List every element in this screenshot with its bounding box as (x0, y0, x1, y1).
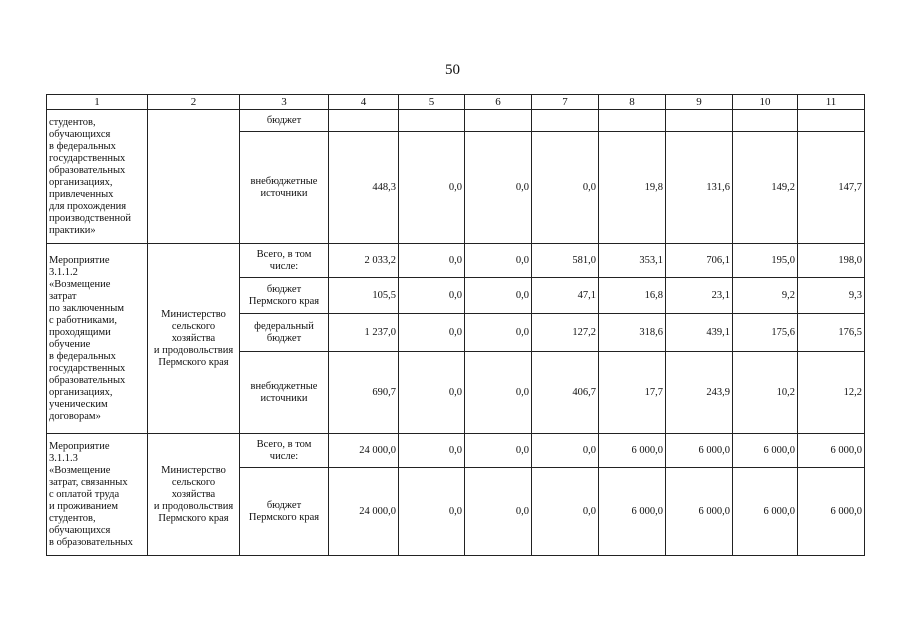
value-cell: 47,1 (532, 278, 599, 314)
executor-cell: Министерство сельского хозяйства и продовольствия Пермского края (148, 244, 240, 434)
value-cell: 0,0 (465, 278, 532, 314)
value-cell: 0,0 (399, 132, 465, 244)
value-cell: 318,6 (599, 314, 666, 352)
value-cell: 706,1 (666, 244, 733, 278)
funding-source: внебюджетные источники (240, 352, 329, 434)
value-cell: 6 000,0 (599, 434, 666, 468)
column-header: 6 (465, 95, 532, 110)
activity-description: студентов, обучающихся в федеральных государственных образовательных организациях, привлеченных для прохождения производственной практики» (47, 110, 148, 244)
value-cell: 690,7 (329, 352, 399, 434)
value-cell: 406,7 (532, 352, 599, 434)
value-cell: 2 033,2 (329, 244, 399, 278)
value-cell: 0,0 (399, 314, 465, 352)
program-funding-table (46, 94, 865, 556)
table-row (47, 434, 865, 468)
column-header: 11 (798, 95, 865, 110)
value-cell: 353,1 (599, 244, 666, 278)
value-cell: 16,8 (599, 278, 666, 314)
value-cell: 0,0 (465, 314, 532, 352)
funding-source: Всего, в том числе: (240, 244, 329, 278)
funding-source: бюджет Пермского края (240, 468, 329, 556)
value-cell: 0,0 (399, 244, 465, 278)
value-cell: 19,8 (599, 132, 666, 244)
column-number-row (47, 95, 865, 110)
value-cell: 439,1 (666, 314, 733, 352)
activity-description: Мероприятие 3.1.1.3 «Возмещение затрат, связанных с оплатой труда и проживанием студентов, обучающихся в образовательных (47, 434, 148, 556)
value-cell: 6 000,0 (666, 434, 733, 468)
table-row (47, 110, 865, 132)
value-cell: 176,5 (798, 314, 865, 352)
value-cell: 127,2 (532, 314, 599, 352)
column-header: 3 (240, 95, 329, 110)
column-header: 8 (599, 95, 666, 110)
value-cell: 198,0 (798, 244, 865, 278)
value-cell: 6 000,0 (599, 468, 666, 556)
value-cell: 175,6 (733, 314, 798, 352)
funding-source: федеральный бюджет (240, 314, 329, 352)
value-cell: 0,0 (465, 132, 532, 244)
value-cell (666, 110, 733, 132)
value-cell: 1 237,0 (329, 314, 399, 352)
value-cell: 0,0 (399, 278, 465, 314)
value-cell: 6 000,0 (733, 468, 798, 556)
column-header: 10 (733, 95, 798, 110)
value-cell (733, 110, 798, 132)
executor-cell: Министерство сельского хозяйства и продовольствия Пермского края (148, 434, 240, 556)
value-cell: 24 000,0 (329, 468, 399, 556)
value-cell: 6 000,0 (733, 434, 798, 468)
table-row (47, 244, 865, 278)
value-cell: 131,6 (666, 132, 733, 244)
value-cell: 243,9 (666, 352, 733, 434)
value-cell (399, 110, 465, 132)
value-cell: 0,0 (465, 468, 532, 556)
value-cell: 448,3 (329, 132, 399, 244)
value-cell: 9,3 (798, 278, 865, 314)
value-cell: 0,0 (465, 434, 532, 468)
funding-source: бюджет Пермского края (240, 278, 329, 314)
page-number: 50 (445, 62, 460, 78)
value-cell: 147,7 (798, 132, 865, 244)
value-cell: 6 000,0 (666, 468, 733, 556)
value-cell: 0,0 (399, 434, 465, 468)
value-cell: 0,0 (532, 132, 599, 244)
value-cell (599, 110, 666, 132)
value-cell: 9,2 (733, 278, 798, 314)
value-cell: 0,0 (532, 434, 599, 468)
column-header: 2 (148, 95, 240, 110)
value-cell: 6 000,0 (798, 434, 865, 468)
value-cell: 0,0 (399, 352, 465, 434)
value-cell: 24 000,0 (329, 434, 399, 468)
value-cell: 10,2 (733, 352, 798, 434)
column-header: 1 (47, 95, 148, 110)
funding-source: бюджет (240, 110, 329, 132)
value-cell: 17,7 (599, 352, 666, 434)
value-cell (465, 110, 532, 132)
value-cell (329, 110, 399, 132)
value-cell: 6 000,0 (798, 468, 865, 556)
column-header: 9 (666, 95, 733, 110)
funding-source: внебюджетные источники (240, 132, 329, 244)
value-cell (798, 110, 865, 132)
value-cell: 195,0 (733, 244, 798, 278)
column-header: 7 (532, 95, 599, 110)
funding-source: Всего, в том числе: (240, 434, 329, 468)
column-header: 4 (329, 95, 399, 110)
value-cell: 23,1 (666, 278, 733, 314)
value-cell: 149,2 (733, 132, 798, 244)
value-cell: 0,0 (465, 352, 532, 434)
value-cell: 12,2 (798, 352, 865, 434)
activity-description: Мероприятие 3.1.1.2 «Возмещение затрат по заключенным с работниками, проходящими обучение в федеральных государственных образовательных организациях, ученическим договорам» (47, 244, 148, 434)
value-cell (532, 110, 599, 132)
value-cell: 0,0 (399, 468, 465, 556)
value-cell: 0,0 (532, 468, 599, 556)
value-cell: 581,0 (532, 244, 599, 278)
column-header: 5 (399, 95, 465, 110)
executor-cell (148, 110, 240, 244)
value-cell: 0,0 (465, 244, 532, 278)
value-cell: 105,5 (329, 278, 399, 314)
